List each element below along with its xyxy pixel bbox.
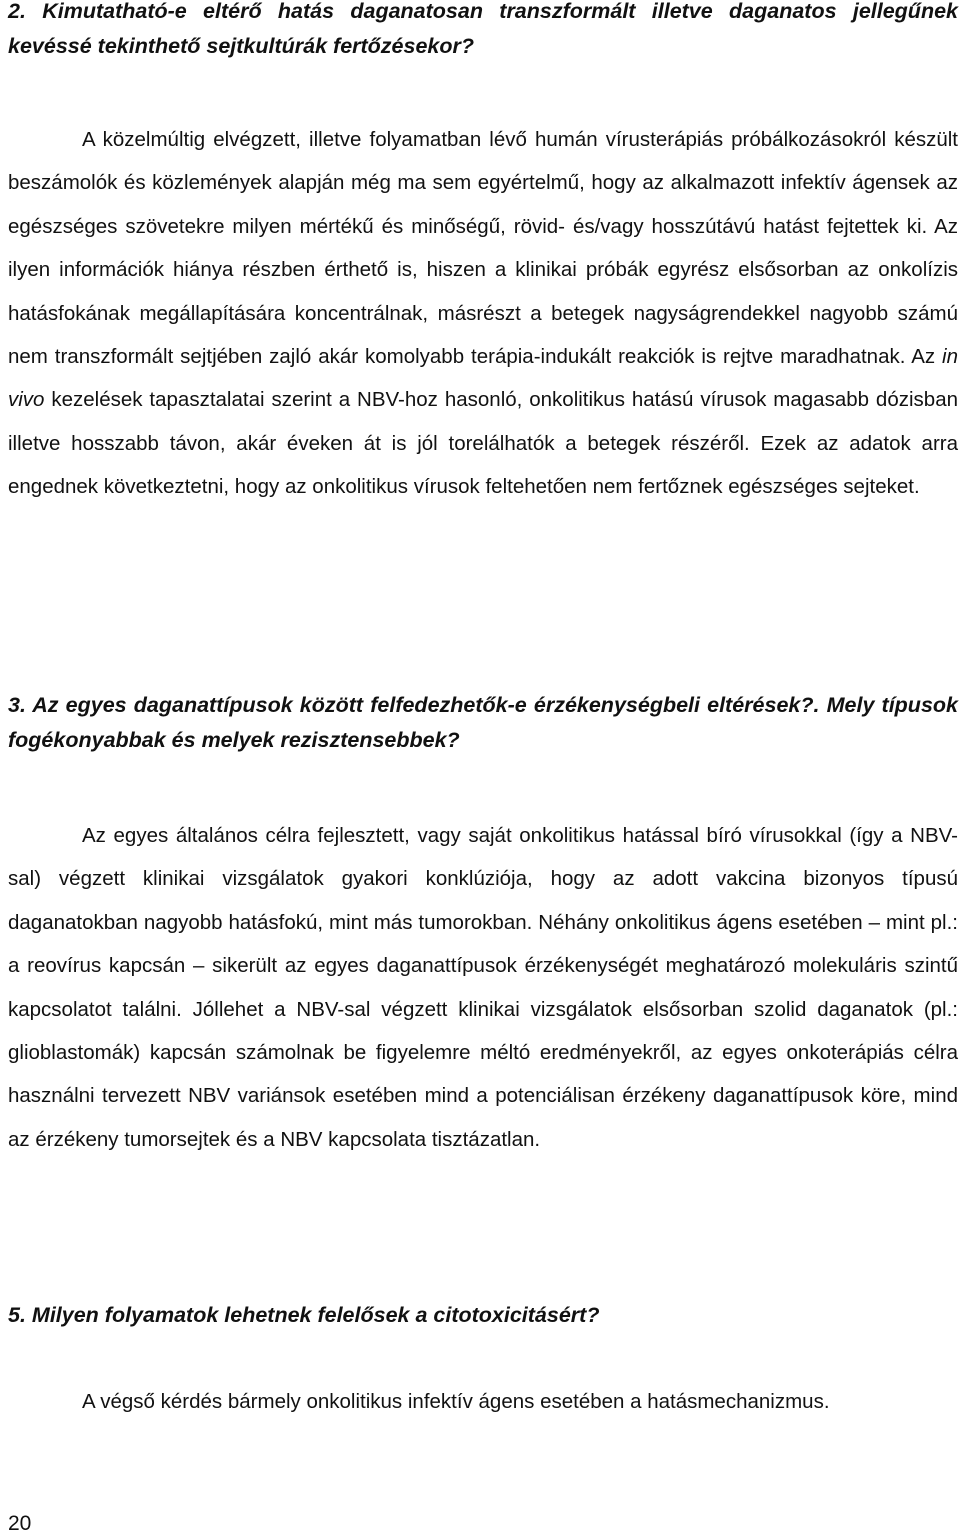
section-heading-5: 5. Milyen folyamatok lehetnek felelősek a citotoxicitásért? (8, 1303, 600, 1327)
section-heading-3: 3. Az egyes daganattípusok között felfedezhetők-e érzékenységbeli eltérések?. Mely típusok fogékonyabbak és melyek rezisztensebbek? (8, 693, 958, 752)
section-paragraph-2 (8, 118, 958, 509)
section-paragraph-3: Az egyes általános célra fejlesztett, vagy saját onkolitikus hatással bíró vírusokkal (így a NBV-sal) végzett klinikai vizsgálatok gyakori konklúziója, hogy az adott vakcina bizonyos típusú daganatokban nagyobb hatásfokú, mint más tumorokban. Néhány onkolitikus ágens esetében – mint pl.: a reovírus kapcsán – sikerült az egyes daganattípusok érzékenységét meghatározó molekuláris szintű kapcsolatot találni. Jóllehet a NBV-sal végzett klinikai vizsgálatok elsősorban szolid daganatok (pl.: glioblastomák) kapcsán számolnak be figyelemre méltó eredményekről, az egyes onkoterápiás célra használni tervezett NBV variánsok esetében mind a potenciálisan érzékeny daganattípusok köre, mind az érzékeny tumorsejtek és a NBV kapcsolata tisztázatlan. (8, 824, 958, 1151)
paragraph-text-part: A közelmúltig elvégzett, illetve folyamatban lévő humán vírusterápiás próbálkozásokról készült beszámolók és közlemények alapján még ma sem egyértelmű, hogy az alkalmazott infektív ágensek az egészséges szövetekre milyen mértékű és minőségű, rövid- és/vagy hosszútávú hatást fejtettek ki. Az ilyen információk hiánya részben érthető is, hiszen a klinikai próbák egyrész elsősorban az onkolízis hatásfokának megállapítására koncentrálnak, másrészt a betegek nagyságrendekkel nagyobb számú nem transzformált sejtjében zajló akár komolyabb terápia-indukált reakciók is rejtve maradhatnak. Az (8, 128, 958, 369)
section-paragraph-5: A végső kérdés bármely onkolitikus infektív ágens esetében a hatásmechanizmus. (82, 1390, 830, 1413)
italic-term: in vivo (8, 345, 958, 412)
paragraph-text-part: kezelések tapasztalatai szerint a NBV-hoz hasonló, onkolitikus hatású vírusok magasabb dózisban illetve hosszabb távon, akár éveken át is jól torelálhatók a betegek részéről. Ezek az adatok arra engednek következtetni, hogy az onkolitikus vírusok feltehetően nem fertőznek egészséges sejteket. (8, 388, 958, 499)
section-heading-2: 2. Kimutatható-e eltérő hatás daganatosan transzformált illetve daganatos jellegűnek kevéssé tekinthető sejtkultúrák fertőzésekor? (8, 0, 958, 58)
page-number: 20 (8, 1512, 32, 1535)
